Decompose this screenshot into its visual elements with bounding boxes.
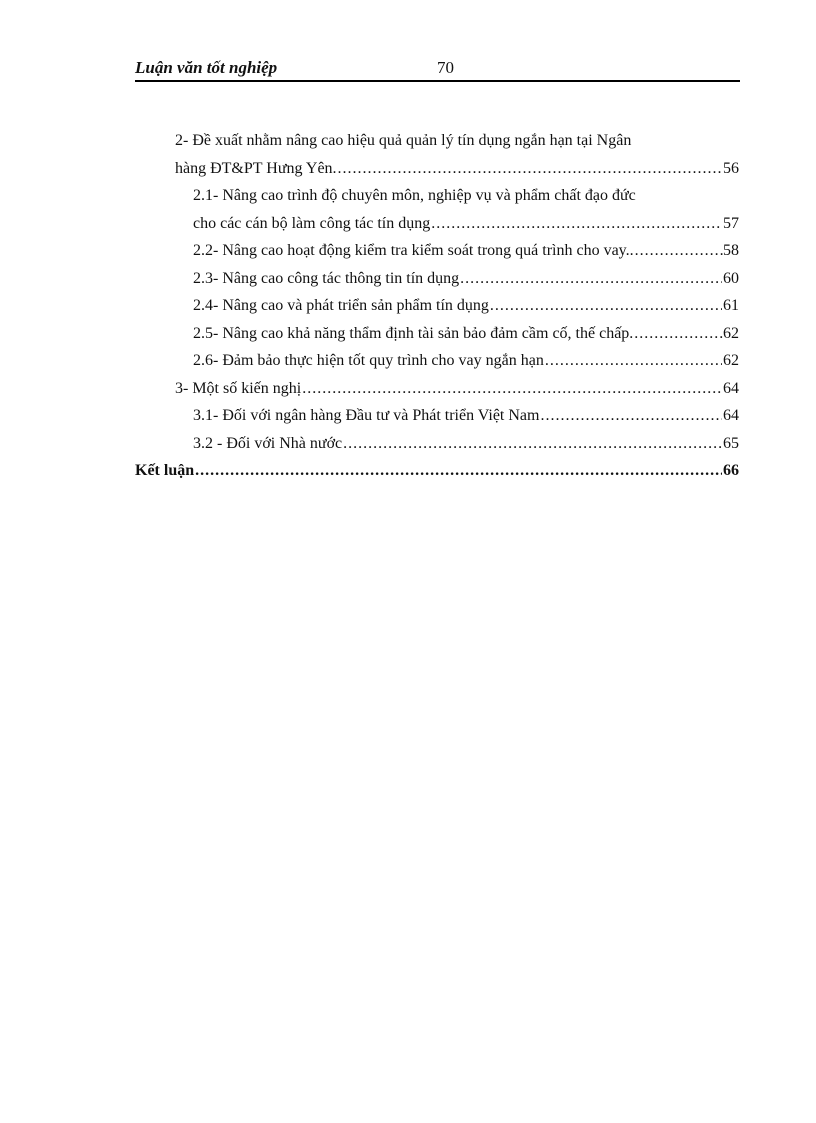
- dot-leader: [195, 462, 722, 480]
- dot-leader: [338, 160, 722, 178]
- table-of-contents: [135, 132, 739, 490]
- toc-entry-2-1-cont[interactable]: [135, 215, 739, 243]
- toc-entry-text: 2.6- Đảm bảo thực hiện tốt quy trình cho vay ngắn hạn: [193, 352, 544, 369]
- toc-entry-2-4[interactable]: [135, 297, 739, 325]
- toc-entry-2[interactable]: [135, 132, 739, 160]
- toc-entry-3[interactable]: [135, 380, 739, 408]
- dot-leader: [545, 352, 722, 370]
- document-title: Luận văn tốt nghiệp: [135, 58, 278, 77]
- dot-leader: [490, 297, 722, 315]
- toc-entry-text: 2- Đề xuất nhằm nâng cao hiệu quả quản lý tín dụng ngắn hạn tại Ngân: [175, 132, 632, 149]
- toc-entry-text: 3.2 - Đối với Nhà nước: [193, 434, 343, 452]
- toc-entry-conclusion[interactable]: [135, 462, 739, 490]
- dot-leader: [302, 380, 722, 398]
- toc-page-number: 56: [723, 159, 739, 177]
- toc-entry-2-3[interactable]: [135, 270, 739, 298]
- dot-leader: [343, 435, 722, 453]
- page-header: [135, 56, 740, 82]
- toc-entry-2-6[interactable]: [135, 352, 739, 380]
- toc-entry-2-5[interactable]: [135, 325, 739, 353]
- toc-entry-3-2[interactable]: [135, 435, 739, 463]
- toc-entry-text: 2.4- Nâng cao và phát triển sản phẩm tín dụng: [193, 297, 489, 314]
- toc-page-number: 62: [723, 324, 739, 342]
- toc-entry-text: 2.2- Nâng cao hoạt động kiểm tra kiểm soát trong quá trình cho vay.: [193, 242, 630, 259]
- toc-page-number: 57: [723, 214, 739, 232]
- toc-entry-text: Kết luận: [135, 462, 195, 479]
- toc-entry-2-cont[interactable]: [135, 160, 739, 188]
- toc-entry-text: cho các cán bộ làm công tác tín dụng: [193, 214, 431, 232]
- dot-leader: [630, 242, 723, 260]
- dot-leader: [460, 270, 722, 288]
- dot-leader: [540, 407, 722, 425]
- page-number: 70: [437, 58, 454, 77]
- toc-entry-text: hàng ĐT&PT Hưng Yên.: [175, 159, 337, 177]
- toc-page-number: 61: [723, 297, 739, 314]
- toc-entry-2-2[interactable]: [135, 242, 739, 270]
- toc-page-number: 62: [723, 352, 739, 369]
- dot-leader: [629, 325, 723, 343]
- toc-page-number: 64: [723, 379, 739, 397]
- toc-page-number: 64: [723, 407, 739, 424]
- toc-entry-text: 2.1- Nâng cao trình độ chuyên môn, nghiệp vụ và phẩm chất đạo đức: [193, 187, 636, 204]
- toc-entry-text: 2.5- Nâng cao khả năng thẩm định tài sản bảo đảm cầm cố, thế chấp: [193, 324, 630, 342]
- toc-entry-3-1[interactable]: [135, 407, 739, 435]
- dot-leader: [431, 215, 722, 233]
- toc-entry-text: 2.3- Nâng cao công tác thông tin tín dụng: [193, 269, 460, 287]
- toc-entry-2-1[interactable]: [135, 187, 739, 215]
- toc-page-number: 60: [723, 269, 739, 287]
- toc-entry-text: 3- Một số kiến nghị: [175, 379, 302, 397]
- toc-page-number: 58: [723, 242, 739, 259]
- toc-page-number: 66: [723, 462, 739, 479]
- toc-page-number: 65: [723, 434, 739, 452]
- toc-entry-text: 3.1- Đối với ngân hàng Đầu tư và Phát triển Việt Nam: [193, 407, 540, 424]
